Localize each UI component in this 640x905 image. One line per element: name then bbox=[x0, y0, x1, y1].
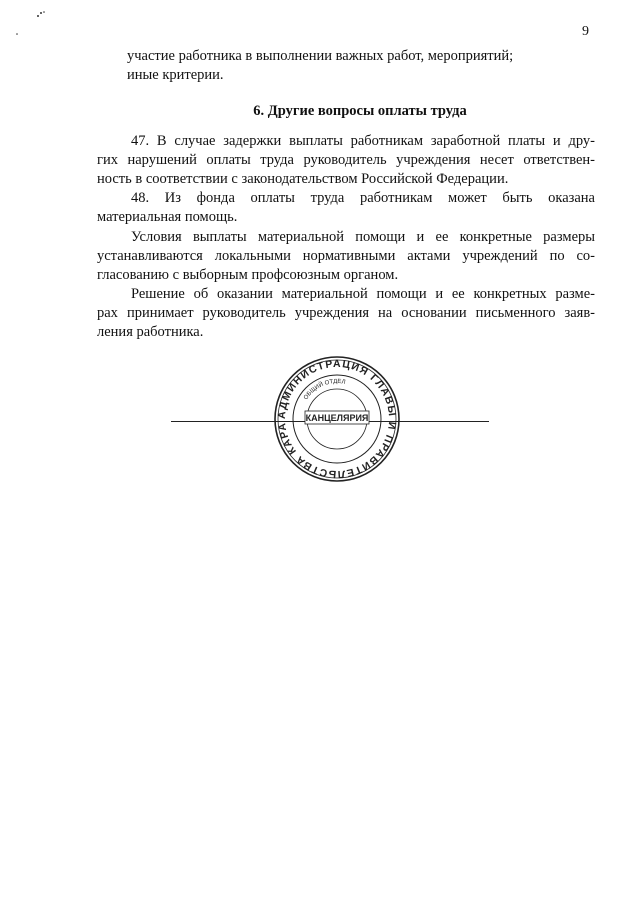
text-line: рах принимает руководитель учреждения на основании письменного заяв- bbox=[97, 305, 595, 321]
svg-text:ОБЩИЙ ОТДЕЛ bbox=[303, 379, 346, 401]
text-line: гласованию с выборным профсоюзным органом. bbox=[97, 267, 399, 283]
text-line: гих нарушений оплаты труда руководитель учреждения несет ответствен- bbox=[97, 152, 595, 168]
stamp-graphic bbox=[272, 354, 402, 484]
text-line: 48. Из фонда оплаты труда работникам может быть оказана bbox=[131, 190, 595, 206]
intro-block bbox=[127, 47, 595, 85]
official-stamp bbox=[272, 354, 402, 484]
paragraph-decision bbox=[97, 285, 595, 342]
text-line: ность в соответствии с законодательством Российской Федерации. bbox=[97, 171, 509, 187]
text-line: участие работника в выполнении важных работ, мероприятий; bbox=[127, 48, 514, 64]
text-line: 47. В случае задержки выплаты работникам заработной платы и дру- bbox=[131, 133, 595, 149]
scan-marks bbox=[14, 6, 54, 46]
text-line: Решение об оказании материальной помощи и ее конкретных разме- bbox=[131, 286, 595, 302]
page-number: 9 bbox=[582, 24, 589, 39]
text-line: материальная помощь. bbox=[97, 209, 238, 225]
paragraph-conditions bbox=[97, 228, 595, 285]
text-line: иные критерии. bbox=[127, 67, 224, 83]
paragraph-48 bbox=[97, 189, 595, 227]
text-line: устанавливаются локальными нормативными актами учреждений по со- bbox=[97, 248, 595, 264]
stamp-center-text: КАНЦЕЛЯРИЯ bbox=[305, 413, 369, 423]
stamp-outer-text: АДМИНИСТРАЦИЯ ГЛАВЫ И ПРАВИТЕЛЬСТВА КАРА bbox=[275, 357, 399, 481]
text-line: ления работника. bbox=[97, 324, 204, 340]
stamp-inner-text: ОБЩИЙ ОТДЕЛ bbox=[303, 378, 346, 402]
paragraph-47 bbox=[97, 132, 595, 189]
text-line: Условия выплаты материальной помощи и ее конкретные размеры bbox=[131, 229, 595, 245]
section-heading: 6. Другие вопросы оплаты труда bbox=[253, 103, 467, 119]
